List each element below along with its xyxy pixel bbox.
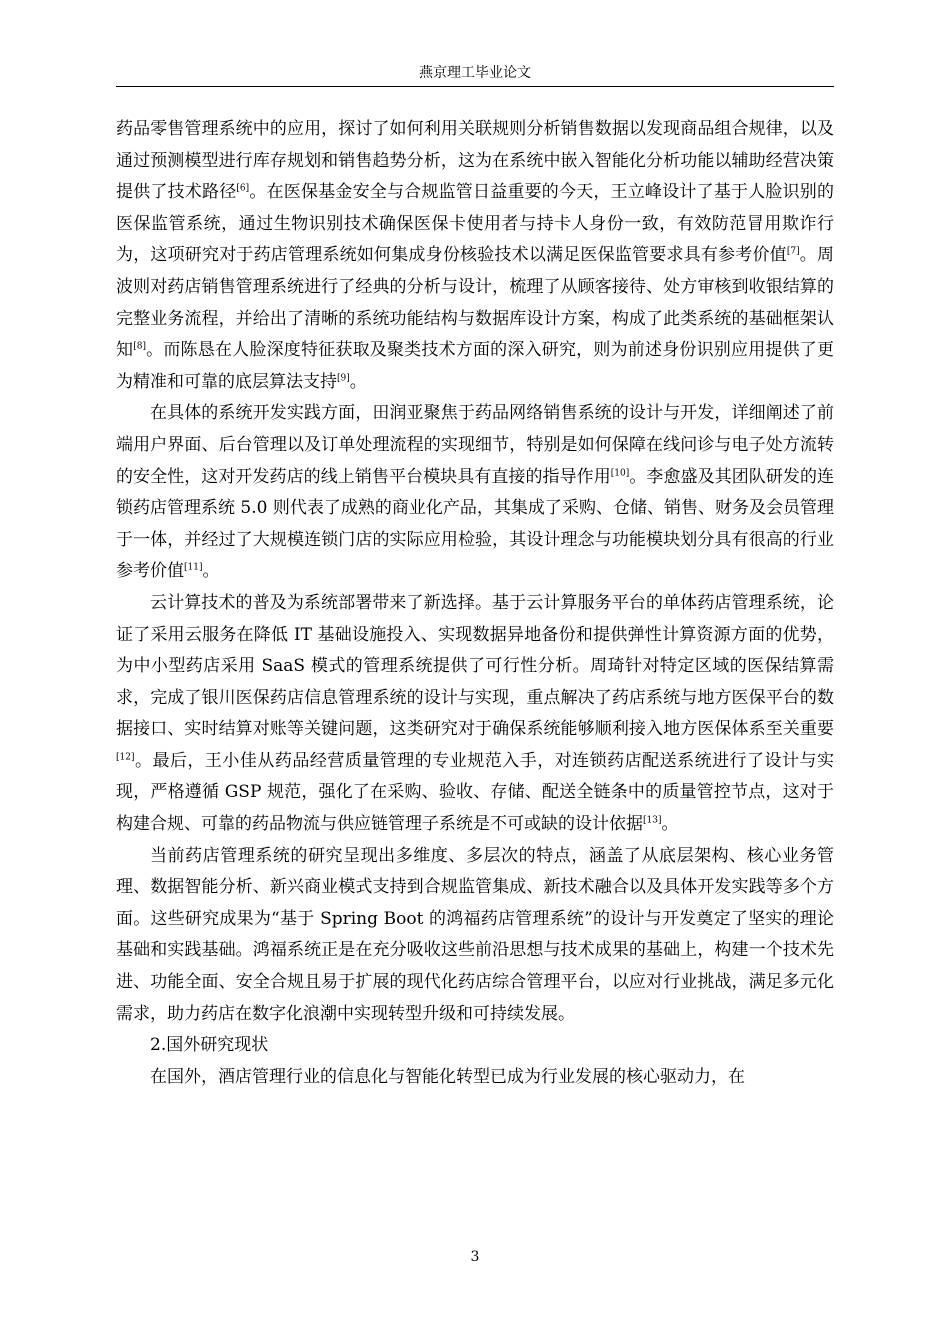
citation-ref: [11] <box>184 562 203 573</box>
paragraph-text: 。在医保基金安全与合规监管日益重要的今天，王立峰设计了基于人脸识别的医保监管系统，通过生物识别技术确保医保卡使用者与持卡人身份一致，有效防范冒用欺诈行为，这项研究对于药店管理系统如何集成身份核验技术以满足医保监管要求具有参考价值 <box>116 182 835 266</box>
citation-ref: [7] <box>786 246 800 257</box>
paragraph-text: 在国外，酒店管理行业的信息化与智能化转型已成为行业发展的核心驱动力，在 <box>150 1066 745 1087</box>
paragraph-text: 。最后，王小佳从药品经营质量管理的专业规范入手，对连锁药店配送系统进行了设计与实现，严格遵循 GSP 规范，强化了在采购、验收、存储、配送全链条中的质量管控节点，这对于构建合规、可靠的药品物流与供应链管理子系统是不可或缺的设计依据 <box>116 750 834 835</box>
citation-ref: [6] <box>236 183 250 194</box>
page-footer <box>0 1249 950 1265</box>
body-text <box>116 114 834 1093</box>
paragraph-text: 。李愈盛及其团队研发的连锁药店管理系统 5.0 则代表了成熟的商业化产品，其集成了采购、仓储、销售、财务及会员管理于一体，并经过了大规模连锁门店的实际应用检验，其设计理念与功能模块划分具有很高的行业参考价值 <box>116 466 835 582</box>
paragraph-3 <box>116 588 834 841</box>
paragraph-text: 。 <box>349 371 367 392</box>
citation-ref: [9] <box>337 373 350 384</box>
paragraph-4 <box>116 841 834 1031</box>
paragraph-text: 。 <box>202 561 220 582</box>
paragraph-text: 云计算技术的普及为系统部署带来了新选择。基于云计算服务平台的单体药店管理系统，论证了采用云服务在降低 IT 基础设施投入、实现数据异地备份和提供弹性计算资源方面的优势，为中小型药店采用 SaaS 模式的管理系统提供了可行性分析。周琦针对特定区域的医保结算需求，完成了银川医保药店信息管理系统的设计与实现，重点解决了药店系统与地方医保平台的数据接口、实时结算对账等关键问题，这类研究对于确保系统能够顺利接入地方医保体系至关重要 <box>116 592 834 740</box>
paragraph-text: 药品零售管理系统中的应用，探讨了如何利用关联规则分析销售数据以发现商品组合规律，以及通过预测模型进行库存规划和销售趋势分析，这为在系统中嵌入智能化分析功能以辅助经营决策提供了技术路径 <box>116 119 834 203</box>
paragraph-text: 当前药店管理系统的研究呈现出多维度、多层次的特点，涵盖了从底层架构、核心业务管理、数据智能分析、新兴商业模式支持到合规监管集成、新技术融合以及具体开发实践等多个方面。这些研究成果为“基于 Spring Boot 的鸿福药店管理系统”的设计与开发奠定了坚实的理论基础和实践基础。鸿福系统正是在充分吸收这些前沿思想与技术成果的基础上，构建一个技术先进、功能全面、安全合规且易于扩展的现代化药店综合管理平台，以应对行业挑战，满足多元化需求，助力药店在数字化浪潮中实现转型升级和可持续发展。 <box>116 845 834 1024</box>
section-heading <box>116 1030 834 1062</box>
citation-ref: [13] <box>643 815 662 826</box>
paragraph-text: 。周波则对药店销售管理系统进行了经典的分析与设计，梳理了从顾客接待、处方审核到收银结算的完整业务流程，并给出了清晰的系统功能结构与数据库设计方案，构成了此类系统的基础框架认知 <box>116 245 835 361</box>
paragraph-text: 。 <box>661 814 679 835</box>
citation-ref: [8] <box>133 341 146 352</box>
section-heading-text: 2.国外研究现状 <box>150 1035 269 1056</box>
paragraph-1 <box>116 114 834 398</box>
paragraph-text: 。而陈恳在人脸深度特征获取及聚类技术方面的深入研究，则为前述身份识别应用提供了更为精准和可靠的底层算法支持 <box>116 340 835 392</box>
citation-ref: [10] <box>610 467 630 478</box>
page-number: 3 <box>470 1249 480 1265</box>
paragraph-2 <box>116 398 834 588</box>
header-title: 燕京理工毕业论文 <box>419 65 531 81</box>
citation-ref: [12] <box>116 752 135 763</box>
paragraph-5 <box>116 1062 834 1094</box>
paragraph-text: 在具体的系统开发实践方面，田润亚聚焦于药品网络销售系统的设计与开发，详细阐述了前端用户界面、后台管理以及订单处理流程的实现细节，特别是如何保障在线问诊与电子处方流转的安全性，这对开发药店的线上销售平台模块具有直接的指导作用 <box>116 403 834 487</box>
page-header <box>116 62 834 87</box>
